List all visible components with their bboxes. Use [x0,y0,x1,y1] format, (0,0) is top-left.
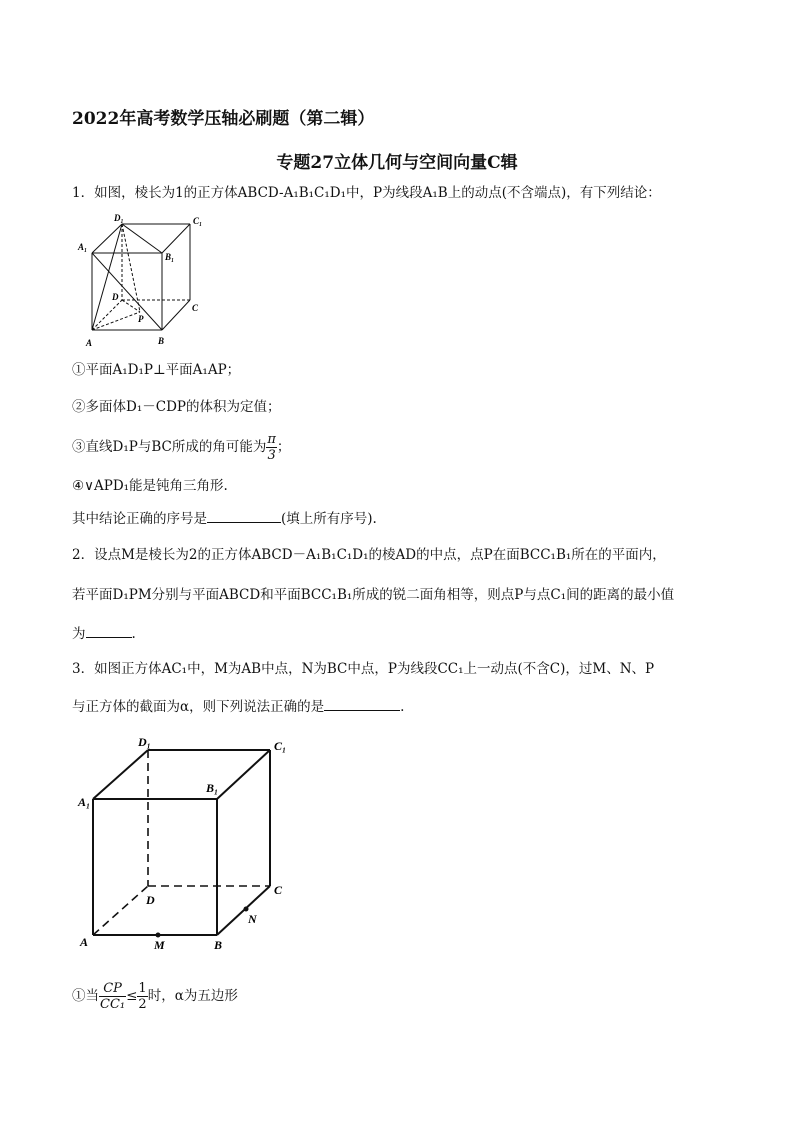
point-n [244,907,249,912]
segment-dp-hidden [122,300,140,312]
segment-ap-hidden [92,312,140,330]
segment-d1p-hidden [122,224,140,312]
less-equal-sign: ≤ [126,988,138,1004]
fraction-cp-over-cc1 [99,981,126,1012]
label-n: N [248,912,257,926]
label-c1: C₁ [193,216,203,226]
label-p: P [138,314,144,324]
q3-line-2 [72,696,404,716]
q2-line-2: 若平面D₁PM分别与平面ABCD和平面BCC₁B₁所成的锐二面角相等，则点P与点C₁间的距离的最小值 [72,587,675,603]
q1-option-3-end: ； [276,439,291,455]
label-b1: B₁ [165,252,175,262]
q3-line-1: 3．如图正方体AC₁中，M为AB中点，N为BC中点，P为线段CC₁上一动点(不含C)，过M、N、P [72,661,655,677]
q2-answer-blank[interactable] [86,623,132,638]
q1-option-2: ②多面体D₁－CDP的体积为定值； [72,399,281,415]
label-d: D [146,893,155,907]
q1-answer-blank[interactable] [207,508,281,523]
fraction-denominator: 3 [267,448,276,463]
q1-option-1: ①平面A₁D₁P⊥平面A₁AP； [72,362,241,378]
edge-a1d1 [93,750,148,799]
label-d1: D₁ [114,213,124,223]
q2-answer-prefix: 为 [72,626,86,642]
q2-answer-suffix: . [131,626,136,642]
edge-ad-hidden [93,886,148,935]
label-c: C [274,883,283,897]
q1-cube-figure [76,210,206,352]
label-b1: B₁ [206,781,219,795]
q3-cube-figure [76,732,296,954]
fraction-numerator: CP [99,981,126,997]
q1-answer-suffix: (填上所有序号). [281,511,377,527]
label-a1: A₁ [78,242,88,252]
q1-option-4: ④∨APD₁能是钝角三角形. [72,478,228,494]
q2-line-3 [72,623,136,643]
label-b: B [214,938,223,952]
edge-b1c1 [162,224,190,253]
q1-option-3 [72,432,290,463]
q3-option-1-prefix: ①当 [72,988,99,1004]
q3-answer-blank[interactable] [324,696,400,711]
q2-line-1: 2．设点M是棱长为2的正方体ABCD－A₁B₁C₁D₁的棱AD的中点，点P在面BCC₁B₁所在的平面内， [72,547,666,563]
point-m [156,933,161,938]
edge-bc [162,300,190,330]
q3-option-1-suffix: 时，α为五边形 [147,988,238,1004]
label-d1: D₁ [138,735,151,749]
q3-line-2-end: . [400,699,405,715]
q3-line-2-text: 与正方体的截面为α，则下列说法正确的是 [72,699,325,715]
label-c1: C₁ [274,739,287,753]
document-title: 2022年高考数学压轴必刷题（第二辑） [72,109,375,129]
q1-option-3-text: ③直线D₁P与BC所成的角可能为 [72,439,267,455]
fraction-numerator: 1 [138,981,147,996]
fraction-numerator: π [267,432,276,447]
q1-answer-line [72,508,377,528]
label-a1: A₁ [78,795,91,809]
edge-b1c1 [217,750,270,799]
fraction-denominator: CC₁ [100,997,126,1012]
fraction-pi-over-3 [266,432,277,463]
section-title: 专题27立体几何与空间向量C辑 [276,153,518,173]
label-c: C [192,303,199,313]
label-a: A [86,338,93,348]
label-b: B [158,336,165,346]
segment-d1a [92,224,122,330]
segment-d1b1 [122,224,162,253]
q1-answer-prefix: 其中结论正确的序号是 [72,511,207,527]
q3-option-1 [72,981,238,1012]
fraction-one-half [137,981,147,1012]
label-a: A [80,935,89,949]
edge-bc [217,886,270,935]
q1-stem: 1．如图，棱长为1的正方体ABCD-A₁B₁C₁D₁中，P为线段A₁B上的动点(不含端点)，有下列结论： [72,185,661,201]
fraction-denominator: 2 [138,997,147,1012]
label-m: M [154,938,165,952]
label-d: D [112,292,119,302]
